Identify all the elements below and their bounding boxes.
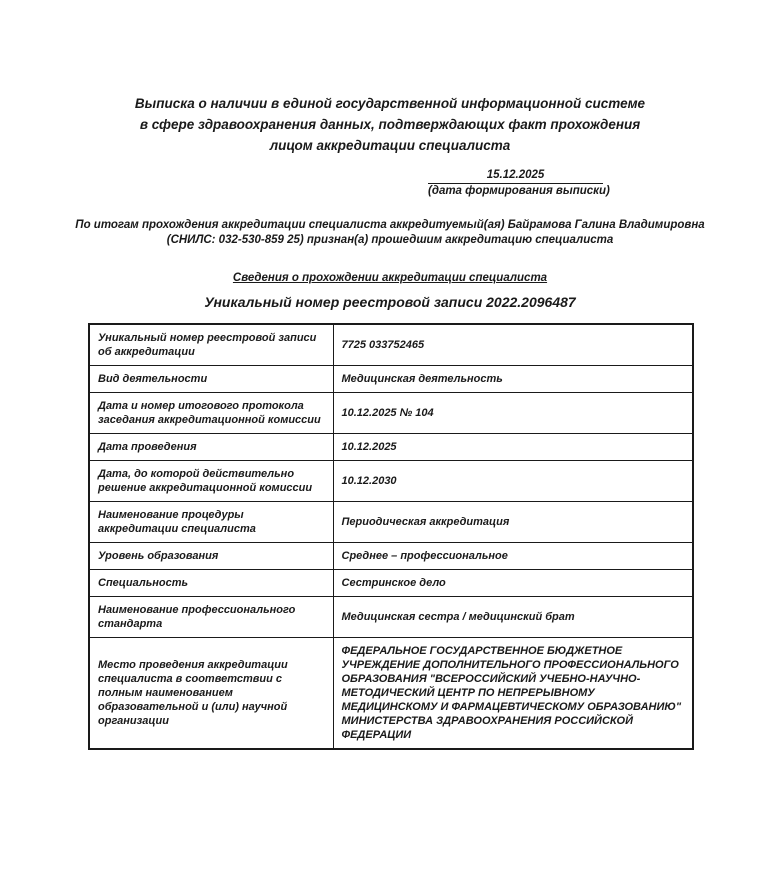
table-row-procedure-name bbox=[89, 502, 693, 543]
table-row-date-held bbox=[89, 434, 693, 461]
table-row-registry-number bbox=[89, 324, 693, 366]
row-label: Наименование профессионального стандарта bbox=[89, 597, 333, 638]
row-label: Наименование процедуры аккредитации специалиста bbox=[89, 502, 333, 543]
row-value: 7725 033752465 bbox=[333, 324, 693, 366]
row-value: Медицинская сестра / медицинский брат bbox=[333, 597, 693, 638]
formation-date-block bbox=[428, 169, 610, 197]
row-value: 10.12.2025 № 104 bbox=[333, 393, 693, 434]
table-row-protocol bbox=[89, 393, 693, 434]
row-label: Уникальный номер реестровой записи об аккредитации bbox=[89, 324, 333, 366]
row-label: Уровень образования bbox=[89, 543, 333, 570]
row-label: Дата и номер итогового протокола заседания аккредитационной комиссии bbox=[89, 393, 333, 434]
row-value: 10.12.2025 bbox=[333, 434, 693, 461]
table-row-activity-type bbox=[89, 366, 693, 393]
intro-paragraph: По итогам прохождения аккредитации специалиста аккредитуемый(ая) Байрамова Галина Владимировна (СНИЛС: 032-530-859 25) признан(а) прошедшим аккредитацию специалиста bbox=[75, 219, 705, 246]
row-label: Дата проведения bbox=[89, 434, 333, 461]
row-value: Медицинская деятельность bbox=[333, 366, 693, 393]
table-row-professional-standard bbox=[89, 597, 693, 638]
registry-heading: Уникальный номер реестровой записи 2022.2096487 bbox=[204, 294, 576, 310]
formation-date: 15.12.2025 bbox=[428, 169, 603, 184]
row-label: Место проведения аккредитации специалиста в соответствии с полным наименованием образовательной и (или) научной организации bbox=[89, 638, 333, 750]
row-label: Вид деятельности bbox=[89, 366, 333, 393]
formation-date-caption: (дата формирования выписки) bbox=[428, 185, 610, 197]
table-row-specialty bbox=[89, 570, 693, 597]
row-value: Периодическая аккредитация bbox=[333, 502, 693, 543]
row-value: 10.12.2030 bbox=[333, 461, 693, 502]
row-label: Дата, до которой действительно решение аккредитационной комиссии bbox=[89, 461, 333, 502]
table-row-accreditation-place bbox=[89, 638, 693, 750]
row-value: Сестринское дело bbox=[333, 570, 693, 597]
row-value: ФЕДЕРАЛЬНОЕ ГОСУДАРСТВЕННОЕ БЮДЖЕТНОЕ УЧРЕЖДЕНИЕ ДОПОЛНИТЕЛЬНОГО ПРОФЕССИОНАЛЬНОГО ОБРАЗОВАНИЯ "ВСЕРОССИЙСКИЙ УЧЕБНО-НАУЧНО-МЕТОДИЧЕСКИЙ ЦЕНТР ПО НЕПРЕРЫВНОМУ МЕДИЦИНСКОМУ И ФАРМАЦЕВТИЧЕСКОМУ ОБРАЗОВАНИЮ" МИНИСТЕРСТВА ЗДРАВООХРАНЕНИЯ РОССИЙСКОЙ ФЕДЕРАЦИИ bbox=[333, 638, 693, 750]
accreditation-table bbox=[88, 323, 694, 750]
section-heading: Сведения о прохождении аккредитации специалиста bbox=[232, 272, 548, 284]
document-title: Выписка о наличии в единой государственной информационной системе в сфере здравоохранения данных, подтверждающих факт прохождения лицом аккредитации специалиста bbox=[134, 96, 646, 153]
table-row-valid-until bbox=[89, 461, 693, 502]
row-label: Специальность bbox=[89, 570, 333, 597]
row-value: Среднее – профессиональное bbox=[333, 543, 693, 570]
table-row-education-level bbox=[89, 543, 693, 570]
